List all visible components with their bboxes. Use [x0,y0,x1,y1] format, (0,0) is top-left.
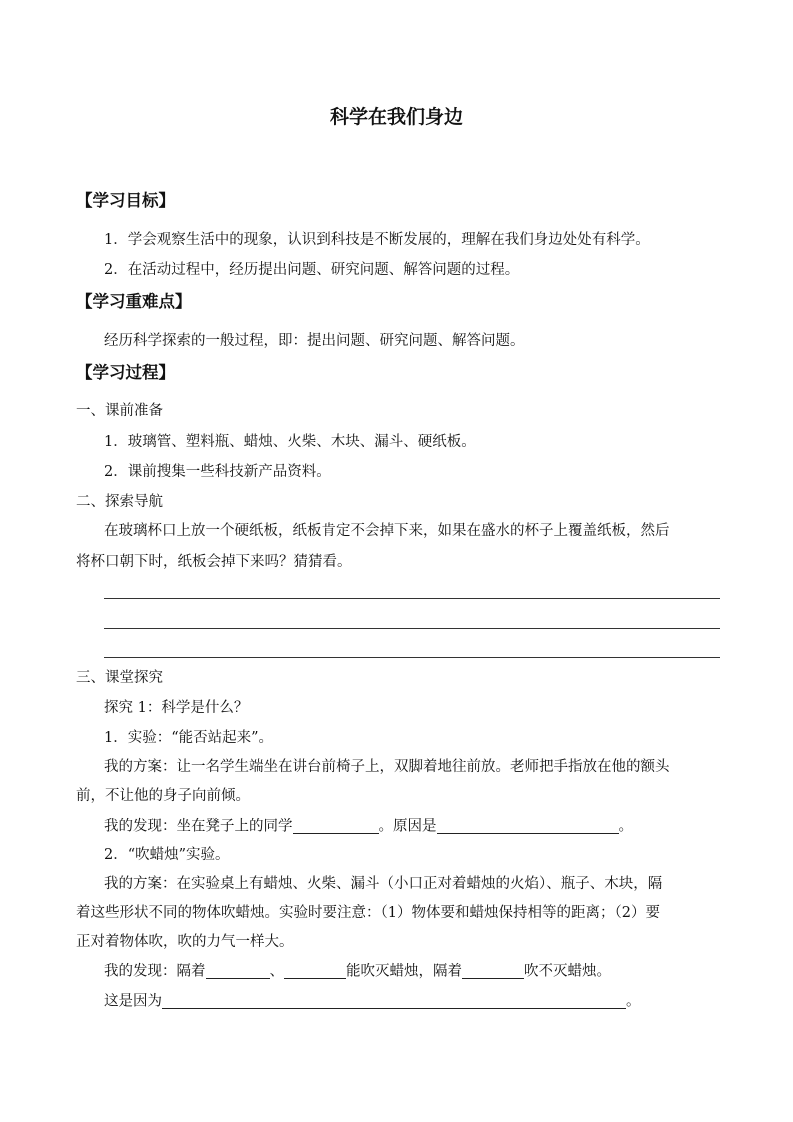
finding-label: 我的发现：坐在凳子上的同学 [104,818,293,835]
experiment-2-title: 2．“吹蜡烛”实验。 [104,847,230,863]
experiment-1-plan-line-1: 我的方案：让一名学生端坐在讲台前椅子上，双脚着地往前放。老师把手指放在他的额头 [104,759,670,775]
experiment-1-plan-line-2: 前，不让他的身子向前倾。 [76,788,250,804]
explore-text-line-2: 将杯口朝下时，纸板会掉下来吗？猜猜看。 [76,554,352,570]
experiment-1-title: 1．实验：“能否站起来”。 [104,730,274,746]
goal-item-2: 2．在活动过程中，经历提出问题、研究问题、解答问题的过程。 [104,262,520,278]
experiment-2-finding [104,964,611,979]
experiment-2-plan-line-2: 着这些形状不同的物体吹蜡烛。实验时要注意：（1）物体要和蜡烛保持相等的距离；（2）要 [76,905,660,921]
finding-blank-1[interactable] [293,819,379,834]
finding-end: 吹不灭蜡烛。 [524,963,611,980]
goal-item-1: 1．学会观察生活中的现象，认识到科技是不断发展的，理解在我们身边处处有科学。 [104,232,650,248]
finding-blank-3[interactable] [462,964,524,979]
finding-blank-1[interactable] [206,964,270,979]
finding-mid: 能吹灭蜡烛，隔着 [346,963,462,980]
reason-label: 这是因为 [104,993,162,1010]
reason-label: 。原因是 [378,818,437,835]
prep-item-1: 1．玻璃管、塑料瓶、蜡烛、火柴、木块、漏斗、硬纸板。 [104,434,476,450]
goals-heading: 【学习目标】 [76,191,175,210]
experiment-2-plan-line-1: 我的方案：在实验桌上有蜡烛、火柴、漏斗（小口正对着蜡烛的火焰）、瓶子、木块，隔 [104,876,663,892]
finding-label: 我的发现：隔着 [104,963,206,980]
experiment-1-finding [104,819,633,834]
separator: 、 [269,963,284,980]
finding-blank-2[interactable] [284,964,346,979]
prep-heading: 一、课前准备 [76,403,163,419]
finding-end: 。 [618,818,633,835]
answer-line-2[interactable] [104,628,720,629]
inquiry-1-question: 探究 1：科学是什么？ [104,700,249,716]
page-title: 科学在我们身边 [329,106,463,128]
experiment-2-reason [104,994,641,1009]
finding-blank-2[interactable] [437,819,619,834]
class-heading: 三、课堂探究 [76,670,163,686]
explore-text-line-1: 在玻璃杯口上放一个硬纸板，纸板肯定不会掉下来，如果在盛水的杯子上覆盖纸板，然后 [104,523,670,539]
key-points-text: 经历科学探索的一般过程，即：提出问题、研究问题、解答问题。 [104,333,525,349]
answer-line-1[interactable] [104,598,720,599]
process-heading: 【学习过程】 [76,363,175,382]
reason-blank[interactable] [162,994,626,1009]
key-points-heading: 【学习重难点】 [76,292,192,311]
reason-end: 。 [626,993,641,1010]
prep-item-2: 2．课前搜集一些科技新产品资料。 [104,464,331,480]
experiment-2-plan-line-3: 正对着物体吹，吹的力气一样大。 [76,934,294,950]
answer-line-3[interactable] [104,657,720,658]
explore-heading: 二、探索导航 [76,494,163,510]
